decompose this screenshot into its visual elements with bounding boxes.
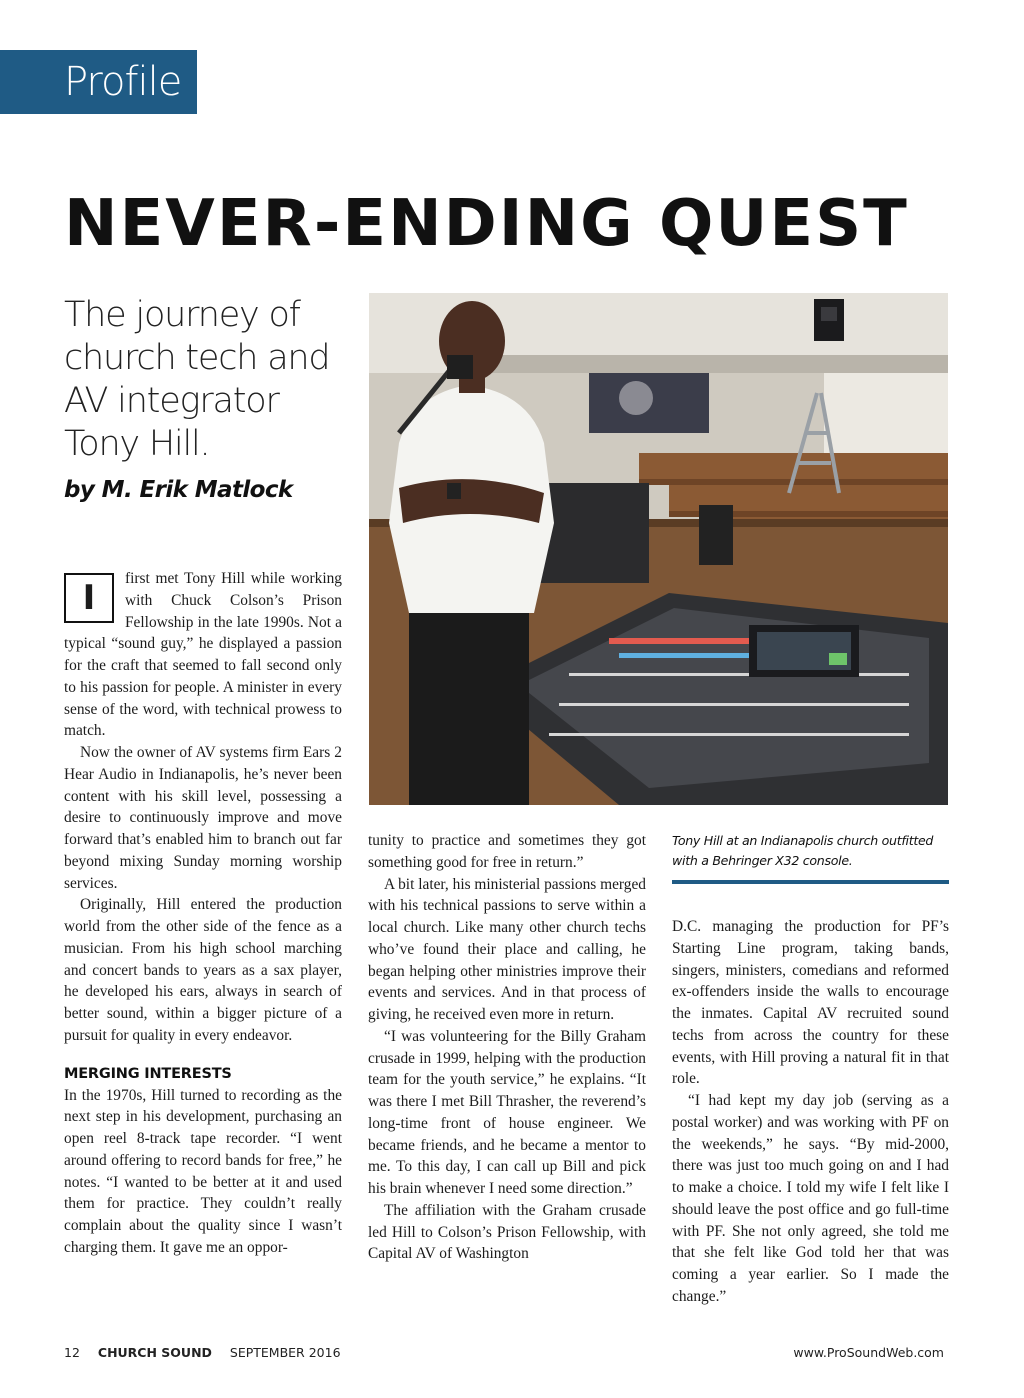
- article-photo: [369, 293, 948, 805]
- article-paragraph: The affiliation with the Graham crusade led Hill to Colson’s Prison Fellowship, with Capital AV of Washington: [368, 1201, 646, 1263]
- article-paragraph: I first met Tony Hill while working with Chuck Colson’s Prison Fellowship in the late 1990s. Not a typical “sound guy,” he displayed a passion for the craft that seemed to fall second only to his passion for people. A minister in every sense of the word, with technical prowess to match.: [64, 570, 342, 740]
- article-paragraph: “I had kept my day job (serving as a postal worker) and was working with PF on the weekends,” he says. “By mid-2000, there was just too much going on and I had to make a choice. I told my wife I felt like I should leave the post office and go full-time with PF. She not only agreed, she told me that she felt like God told her that was coming a year earlier. So I made the change.”: [672, 1092, 949, 1305]
- byline: by M. Erik Matlock: [64, 477, 293, 503]
- caption-rule: [672, 880, 949, 884]
- article-paragraph: “I was volunteering for the Billy Graham crusade in 1999, helping with the production team for the youth service,” he explains. “It was there I met Bill Thrasher, the reverend’s long-time front of house engineer. We became friends, and he became a mentor to me. To this day, I can call up Bill and pick his brain whenever I need some direction.”: [368, 1027, 646, 1197]
- article-paragraph: In the 1970s, Hill turned to recording as the next step in his development, purchasing an open reel 8-track tape recorder. “I went around offering to record bands for free,” he notes. “I wanted to be better at it and used them for practice. They couldn’t really complain about the quality since I wasn’t charging them. It gave me an oppor-: [64, 1086, 342, 1256]
- article-column-2: [368, 830, 646, 1265]
- article-column-3: [672, 916, 949, 1308]
- issue-date: SEPTEMBER 2016: [229, 1345, 341, 1360]
- website-link[interactable]: www.ProSoundWeb.com: [793, 1345, 944, 1360]
- headline: NEVER-ENDING QUEST: [64, 187, 909, 261]
- article-paragraph: Originally, Hill entered the production world from the other side of the fence as a musician. From his high school marching and concert bands to years as a sax player, he developed his ears, always in search of better sound, within a bigger picture of a pursuit for quality in every endeavor.: [64, 896, 342, 1044]
- dropcap: I: [64, 573, 114, 623]
- article-column-1: [64, 568, 342, 1259]
- deck: The journey of church tech and AV integrator Tony Hill.: [64, 295, 330, 464]
- page-number: 12: [64, 1345, 80, 1360]
- photo-console-icon: [369, 293, 948, 805]
- article-paragraph: Now the owner of AV systems firm Ears 2 Hear Audio in Indianapolis, he’s never been content with his skill level, possessing a desire to continuously improve and move forward that’s enabled him to branch out far beyond mixing Sunday morning worship services.: [64, 744, 342, 892]
- article-paragraph: D.C. managing the production for PF’s Starting Line program, taking bands, singers, ministers, comedians and reformed ex-offenders inside the walls to encourage the inmates. Capital AV recruited sound techs from across the country for these events, with Hill proving a natural fit in that role.: [672, 918, 949, 1088]
- article-paragraph: tunity to practice and sometimes they got something good for free in return.”: [368, 832, 646, 871]
- photo-caption: Tony Hill at an Indianapolis church outfitted with a Behringer X32 console.: [672, 833, 934, 868]
- magazine-name: CHURCH SOUND: [97, 1345, 212, 1360]
- section-tab: Profile: [0, 50, 197, 114]
- subhead: MERGING INTERESTS: [64, 1065, 232, 1082]
- footer-left: [64, 1345, 355, 1360]
- article-paragraph: A bit later, his ministerial passions merged with his technical passions to serve within a local church. Like many other church techs who’ve found their place and calling, he began helping other ministries improve their events and services. And in that process of giving, he received even more in return.: [368, 875, 646, 1023]
